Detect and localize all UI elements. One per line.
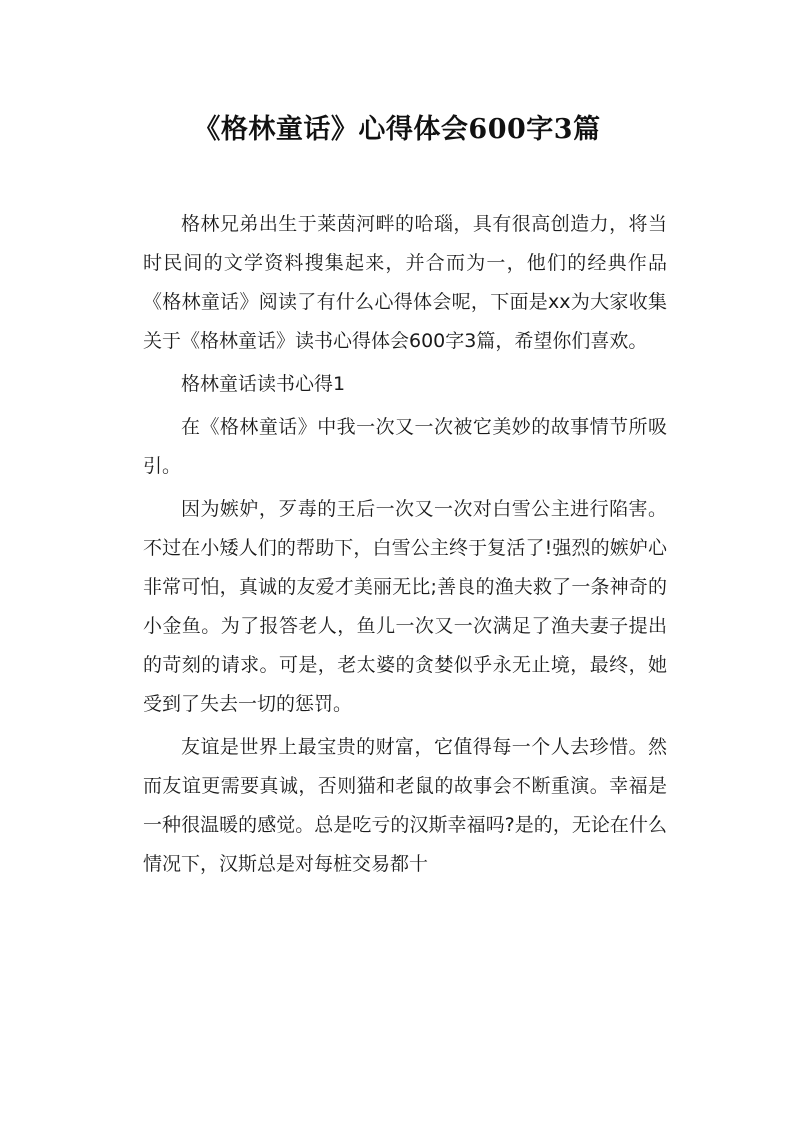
body-paragraph: 因为嫉妒，歹毒的王后一次又一次对白雪公主进行陷害。不过在小矮人们的帮助下，白雪公主终于复活了!强烈的嫉妒心非常可怕，真诚的友爱才美丽无比;善良的渔夫救了一条神奇的小金鱼。为了报答老人，鱼儿一次又一次满足了渔夫妻子提出的苛刻的请求。可是，老太婆的贪婪似乎永无止境，最终，她受到了失去一切的惩罚。 bbox=[143, 498, 667, 715]
body-paragraph: 友谊是世界上最宝贵的财富，它值得每一个人去珍惜。然而友谊更需要真诚，否则猫和老鼠的故事会不断重演。幸福是一种很温暖的感觉。总是吃亏的汉斯幸福吗?是的，无论在什么情况下，汉斯总是对每桩交易都十 bbox=[143, 736, 667, 875]
document-body bbox=[143, 205, 667, 888]
document-title: 《格林童话》心得体会600字3篇 bbox=[193, 114, 601, 145]
section-heading: 格林童话读书心得1 bbox=[181, 373, 346, 395]
intro-paragraph: 格林兄弟出生于莱茵河畔的哈瑙，具有很高创造力，将当时民间的文学资料搜集起来，并合而为一，他们的经典作品《格林童话》阅读了有什么心得体会呢，下面是xx为大家收集关于《格林童话》读书心得体会600字3篇，希望你们喜欢。 bbox=[143, 213, 667, 352]
body-paragraph: 在《格林童话》中我一次又一次被它美妙的故事情节所吸引。 bbox=[143, 416, 667, 477]
